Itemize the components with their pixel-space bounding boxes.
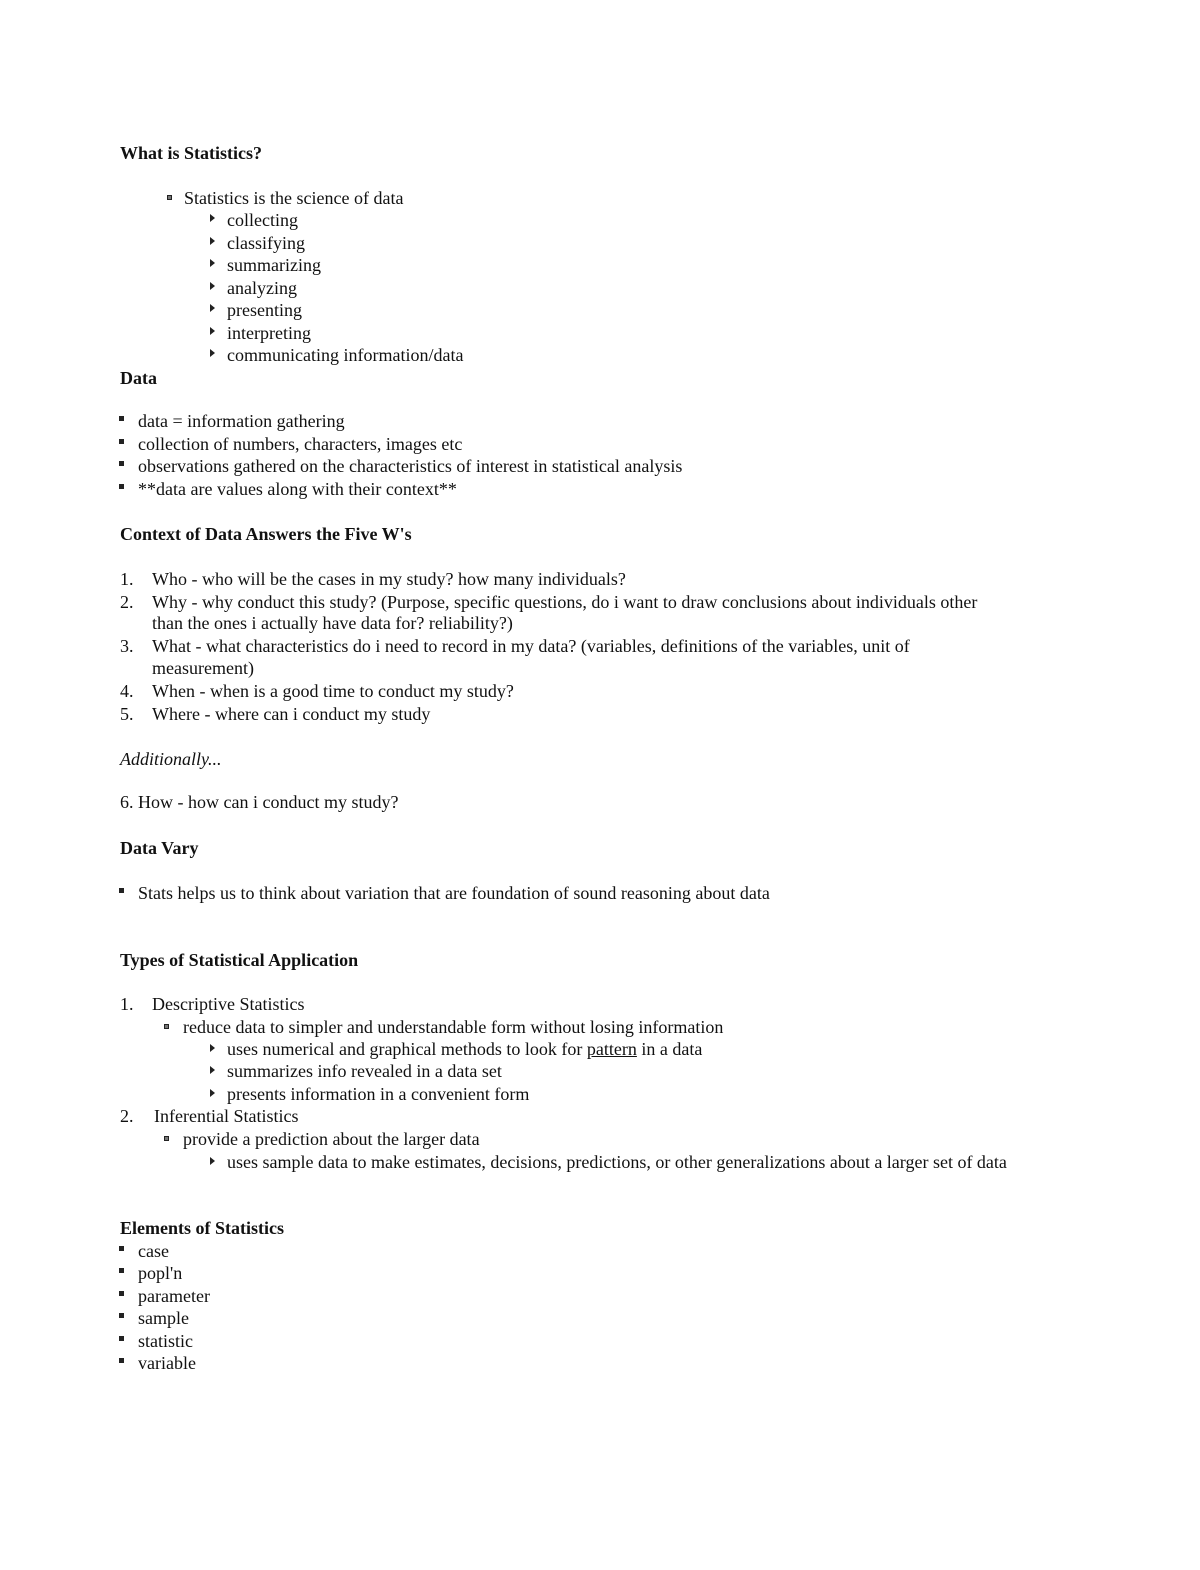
underlined-word: pattern — [586, 1039, 637, 1059]
context-item: Who - who will be the cases in my study? how many individuals? — [152, 569, 626, 589]
vary-item: Stats helps us to think about variation that are foundation of sound reasoning about data — [138, 883, 770, 903]
context-how: 6. How - how can i conduct my study? — [120, 792, 399, 812]
data-item: **data are values along with their context** — [138, 479, 457, 499]
arrow-bullet-icon — [210, 282, 215, 290]
context-item: When - when is a good time to conduct my study? — [152, 681, 514, 701]
what-item: collecting — [227, 210, 298, 230]
bullet-icon — [119, 888, 124, 893]
data-item: collection of numbers, characters, images etc — [138, 434, 463, 454]
what-intro: Statistics is the science of data — [184, 188, 404, 208]
element-item: parameter — [138, 1286, 210, 1306]
element-item: variable — [138, 1353, 196, 1373]
bullet-icon — [119, 461, 124, 466]
element-item: statistic — [138, 1331, 193, 1351]
bullet-icon — [119, 1268, 124, 1273]
list-number: 1. — [120, 994, 134, 1014]
descriptive-point-text: in a data — [636, 1039, 703, 1059]
context-item: What - what characteristics do i need to record in my data? (variables, definitions of the variables, unit of — [152, 636, 910, 656]
arrow-bullet-icon — [210, 1044, 215, 1052]
context-item: Where - where can i conduct my study — [152, 704, 431, 724]
descriptive-point-text: uses numerical and graphical methods to look for — [227, 1039, 587, 1059]
bullet-icon — [119, 416, 124, 421]
descriptive-point: summarizes info revealed in a data set — [227, 1061, 502, 1081]
data-item: data = information gathering — [138, 411, 345, 431]
arrow-bullet-icon — [210, 214, 215, 222]
what-item: summarizing — [227, 255, 321, 275]
arrow-bullet-icon — [210, 349, 215, 357]
element-item: case — [138, 1241, 169, 1261]
square-bullet-icon — [164, 1136, 169, 1141]
heading-context: Context of Data Answers the Five W's — [120, 524, 412, 544]
arrow-bullet-icon — [210, 259, 215, 267]
square-bullet-icon — [164, 1024, 169, 1029]
arrow-bullet-icon — [210, 237, 215, 245]
what-item: classifying — [227, 233, 305, 253]
arrow-bullet-icon — [210, 327, 215, 335]
bullet-icon — [119, 1336, 124, 1341]
descriptive-sub: reduce data to simpler and understandable form without losing information — [183, 1017, 724, 1037]
bullet-icon — [119, 1358, 124, 1363]
context-item: Why - why conduct this study? (Purpose, specific questions, do i want to draw conclusions about individuals other — [152, 592, 978, 612]
heading-elements: Elements of Statistics — [120, 1218, 284, 1238]
context-item-continued: measurement) — [152, 658, 254, 678]
list-number: 5. — [120, 704, 134, 724]
data-item: observations gathered on the characteristics of interest in statistical analysis — [138, 456, 683, 476]
descriptive-point: presents information in a convenient form — [227, 1084, 530, 1104]
arrow-bullet-icon — [210, 1089, 215, 1097]
what-item: analyzing — [227, 278, 297, 298]
descriptive-title: Descriptive Statistics — [152, 994, 305, 1014]
list-number: 2. — [120, 1106, 134, 1126]
list-number: 4. — [120, 681, 134, 701]
square-bullet-icon — [167, 195, 172, 200]
arrow-bullet-icon — [210, 1066, 215, 1074]
heading-data-vary: Data Vary — [120, 838, 199, 858]
element-item: popl'n — [138, 1263, 183, 1283]
arrow-bullet-icon — [210, 1157, 215, 1165]
what-item: presenting — [227, 300, 302, 320]
heading-what-is-statistics: What is Statistics? — [120, 143, 263, 163]
bullet-icon — [119, 1291, 124, 1296]
heading-types: Types of Statistical Application — [120, 950, 359, 970]
bullet-icon — [119, 1246, 124, 1251]
context-item-continued: than the ones i actually have data for? reliability?) — [152, 613, 513, 633]
bullet-icon — [119, 439, 124, 444]
inferential-sub: provide a prediction about the larger data — [183, 1129, 480, 1149]
inferential-title: Inferential Statistics — [154, 1106, 299, 1126]
arrow-bullet-icon — [210, 304, 215, 312]
list-number: 2. — [120, 592, 134, 612]
list-number: 1. — [120, 569, 134, 589]
what-item: communicating information/data — [227, 345, 464, 365]
bullet-icon — [119, 484, 124, 489]
inferential-point: uses sample data to make estimates, decisions, predictions, or other generalizations about a larger set of data — [227, 1152, 1007, 1172]
descriptive-point — [227, 1038, 702, 1060]
what-item: interpreting — [227, 323, 311, 343]
element-item: sample — [138, 1308, 189, 1328]
bullet-icon — [119, 1313, 124, 1318]
additionally-text: Additionally... — [120, 749, 222, 769]
heading-data: Data — [120, 368, 157, 388]
list-number: 3. — [120, 636, 134, 656]
